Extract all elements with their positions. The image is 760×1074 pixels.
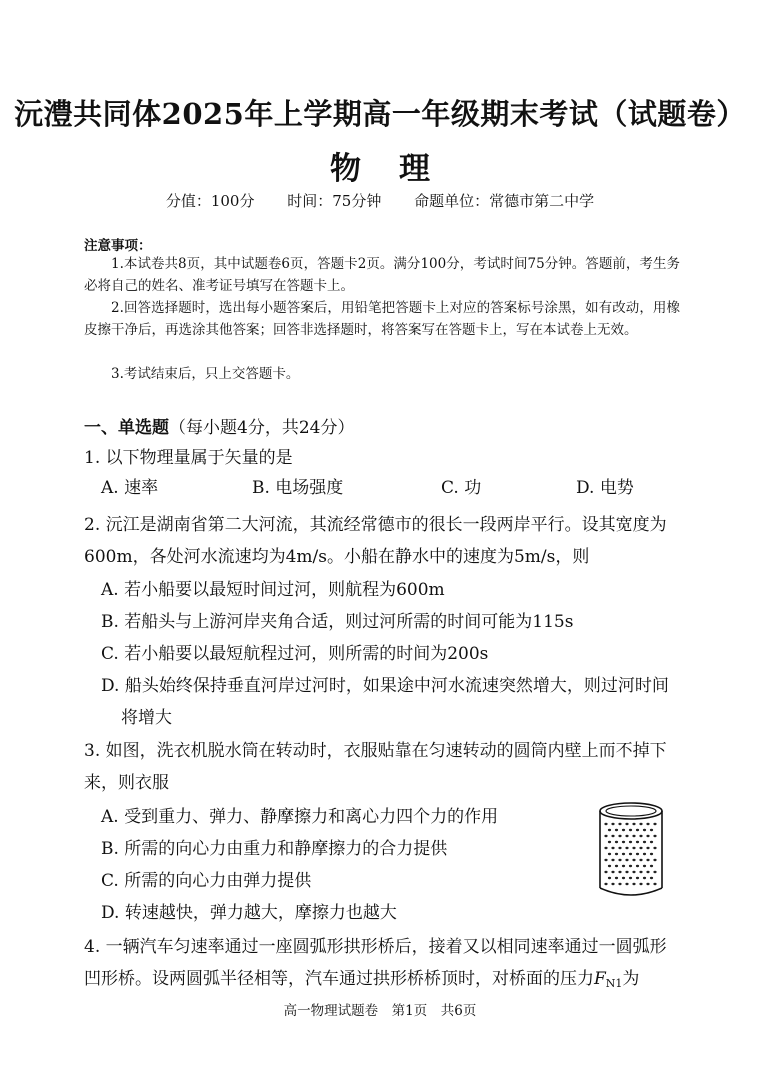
option-b: B. 若船头与上游河岸夹角合适，则过河所需的时间可能为115s [101, 612, 574, 632]
question-stem: 4. 一辆汽车匀速率通过一座圆弧形拱形桥后，接着又以相同速率通过一圆弧形 [84, 937, 667, 957]
option-b: B. 所需的向心力由重力和静摩擦力的合力提供 [101, 839, 448, 859]
question-stem: 3. 如图，洗衣机脱水筒在转动时，衣服贴靠在匀速转动的圆筒内壁上而不掉下 [84, 741, 667, 761]
time-info: 时间：75分钟 [287, 192, 382, 210]
note-item: 3.考试结束后，只上交答题卡。 [111, 366, 300, 382]
score-info: 分值：100分 [165, 192, 255, 210]
option-d: D. 电势 [576, 478, 634, 498]
option-d: D. 转速越快，弹力越大，摩擦力也越大 [101, 903, 397, 923]
question-stem: 1. 以下物理量属于矢量的是 [84, 448, 293, 468]
stem-text: 凹形桥。设两圆弧半径相等，汽车通过拱形桥桥顶时，对桥面的压力 [84, 969, 594, 989]
option-d-cont: 将增大 [121, 708, 172, 728]
stem-text-end: 为 [622, 969, 640, 989]
option-c: C. 功 [441, 478, 482, 498]
section-note: （每小题4分，共24分） [169, 418, 355, 438]
note-item: 2.回答选择题时，选出每小题答案后，用铅笔把答题卡上对应的答案标号涂黑，如有改动，用橡皮擦干净后，再选涂其他答案；回答非选择题时，将答案写在答题卡上，写在本试卷上无效。 [84, 300, 680, 338]
option-a: A. 若小船要以最短时间过河，则航程为600m [101, 580, 445, 600]
option-a: A. 受到重力、弹力、静摩擦力和离心力四个力的作用 [101, 807, 499, 827]
question-stem-cont: 来，则衣服 [84, 773, 169, 793]
question-stem-cont [84, 964, 639, 990]
force-subscript: N1 [605, 977, 623, 990]
notes-title: 注意事项： [84, 238, 152, 254]
exam-title: 沅澧共同体2025年上学期高一年级期末考试（试题卷） [14, 97, 746, 131]
question-stem-cont: 600m，各处河水流速均为4m/s。小船在静水中的速度为5m/s，则 [84, 547, 590, 567]
subject-title: 物理 [330, 151, 468, 187]
exam-meta [0, 190, 760, 211]
option-c: C. 若小船要以最短航程过河，则所需的时间为200s [101, 644, 489, 664]
option-d: D. 船头始终保持垂直河岸过河时，如果途中河水流速突然增大，则过河时间 [101, 676, 669, 696]
force-symbol: F [594, 969, 606, 989]
page-footer: 高一物理试题卷 第1页 共6页 [283, 1003, 477, 1019]
option-a: A. 速率 [101, 478, 159, 498]
note-item: 1.本试卷共8页，其中试题卷6页，答题卡2页。满分100分，考试时间75分钟。答题前，考生务必将自己的姓名、准考证号填写在答题卡上。 [84, 256, 680, 294]
section-title: 一、单选题 [84, 418, 169, 438]
option-b: B. 电场强度 [252, 478, 344, 498]
section-heading [84, 413, 354, 438]
unit-info: 命题单位：常德市第二中学 [414, 192, 595, 210]
question-stem: 2. 沅江是湖南省第二大河流，其流经常德市的很长一段两岸平行。设其宽度为 [84, 515, 667, 535]
washing-drum-figure [596, 800, 666, 900]
option-c: C. 所需的向心力由弹力提供 [101, 871, 312, 891]
